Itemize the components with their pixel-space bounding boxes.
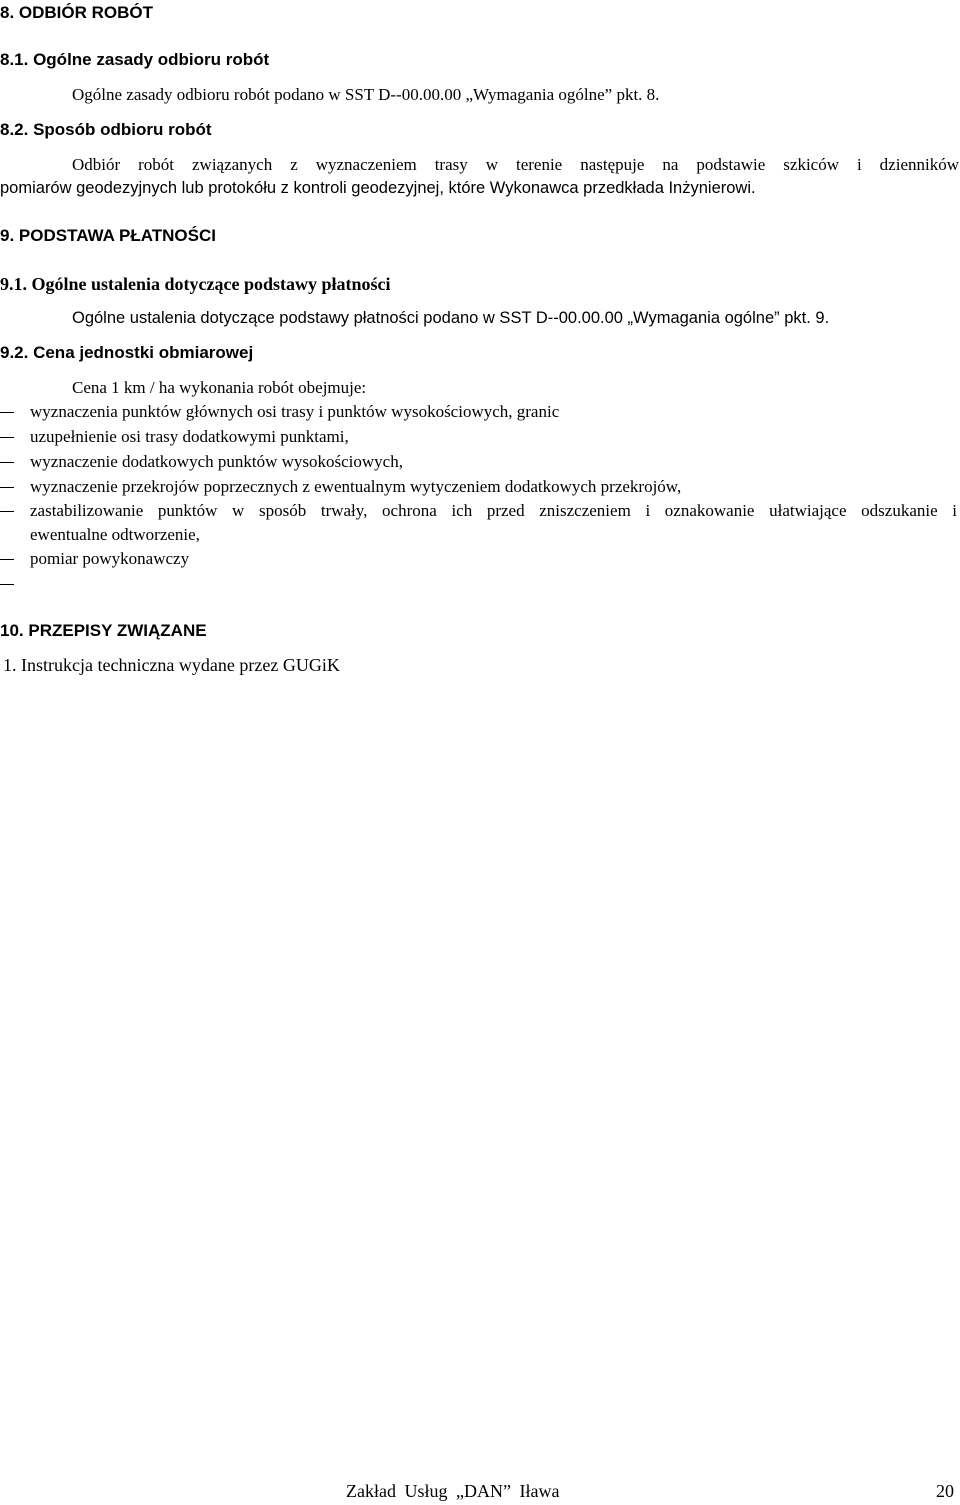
- list-item: [0, 453, 960, 473]
- page-number: 20: [936, 1481, 954, 1501]
- list-item: [0, 478, 960, 498]
- dash-bullet: [0, 412, 14, 413]
- dash-bullet: [0, 462, 14, 463]
- section-9-2-intro: Cena 1 km / ha wykonania robót obejmuje:: [72, 378, 367, 397]
- dash-bullet: [0, 487, 14, 488]
- section-8-1-text: Ogólne zasady odbioru robót podano w SST D--00.00.00 „Wymagania ogólne” pkt. 8.: [72, 85, 660, 104]
- section-10-heading: 10. PRZEPISY ZWIĄZANE: [0, 621, 207, 640]
- dash-bullet: [0, 584, 14, 585]
- list-item-text: wyznaczenia punktów głównych osi trasy i punktów wysokościowych, granic: [30, 402, 560, 421]
- section-8-heading: 8. ODBIÓR ROBÓT: [0, 3, 154, 22]
- list-item-text: pomiar powykonawczy: [30, 549, 190, 568]
- list-item: [0, 428, 960, 448]
- section-9-1-text: Ogólne ustalenia dotyczące podstawy płatności podano w SST D--00.00.00 „Wymagania ogólne” pkt. 9.: [72, 309, 830, 327]
- section-8-2-heading: 8.2. Sposób odbioru robót: [0, 120, 212, 139]
- section-9-heading: 9. PODSTAWA PŁATNOŚCI: [0, 226, 216, 245]
- footer-company: Zakład Usług „DAN” Iława: [346, 1481, 560, 1501]
- section-9-2-heading: 9.2. Cena jednostki obmiarowej: [0, 343, 254, 362]
- list-item-text: zastabilizowanie punktów w sposób trwały, ochrona ich przed zniszczeniem i oznakowanie ułatwiające odszukanie i: [30, 501, 957, 520]
- list-item: [0, 403, 960, 423]
- list-item-text: uzupełnienie osi trasy dodatkowymi punktami,: [30, 427, 349, 446]
- section-8-2-text-line1: Odbiór robót związanych z wyznaczeniem trasy w terenie następuje na podstawie szkiców i dzienników: [72, 155, 959, 174]
- list-item-text: wyznaczenie przekrojów poprzecznych z ewentualnym wytyczeniem dodatkowych przekrojów,: [30, 477, 682, 496]
- dash-bullet: [0, 437, 14, 438]
- list-item: [0, 575, 960, 595]
- section-8-1-heading: 8.1. Ogólne zasady odbioru robót: [0, 50, 270, 69]
- dash-bullet: [0, 559, 14, 560]
- list-item-text: wyznaczenie dodatkowych punktów wysokościowych,: [30, 452, 403, 471]
- list-item: [0, 550, 960, 570]
- section-8-2-text-line2: pomiarów geodezyjnych lub protokółu z kontroli geodezyjnej, które Wykonawca przedkłada Inżynierowi.: [0, 179, 756, 197]
- dash-bullet: [0, 511, 14, 512]
- list-item: [0, 502, 960, 547]
- list-item-text-continued: ewentualne odtworzenie,: [30, 525, 200, 544]
- section-9-1-heading: 9.1. Ogólne ustalenia dotyczące podstawy płatności: [0, 274, 391, 294]
- regulation-item: 1. Instrukcja techniczna wydane przez GUGiK: [3, 655, 340, 675]
